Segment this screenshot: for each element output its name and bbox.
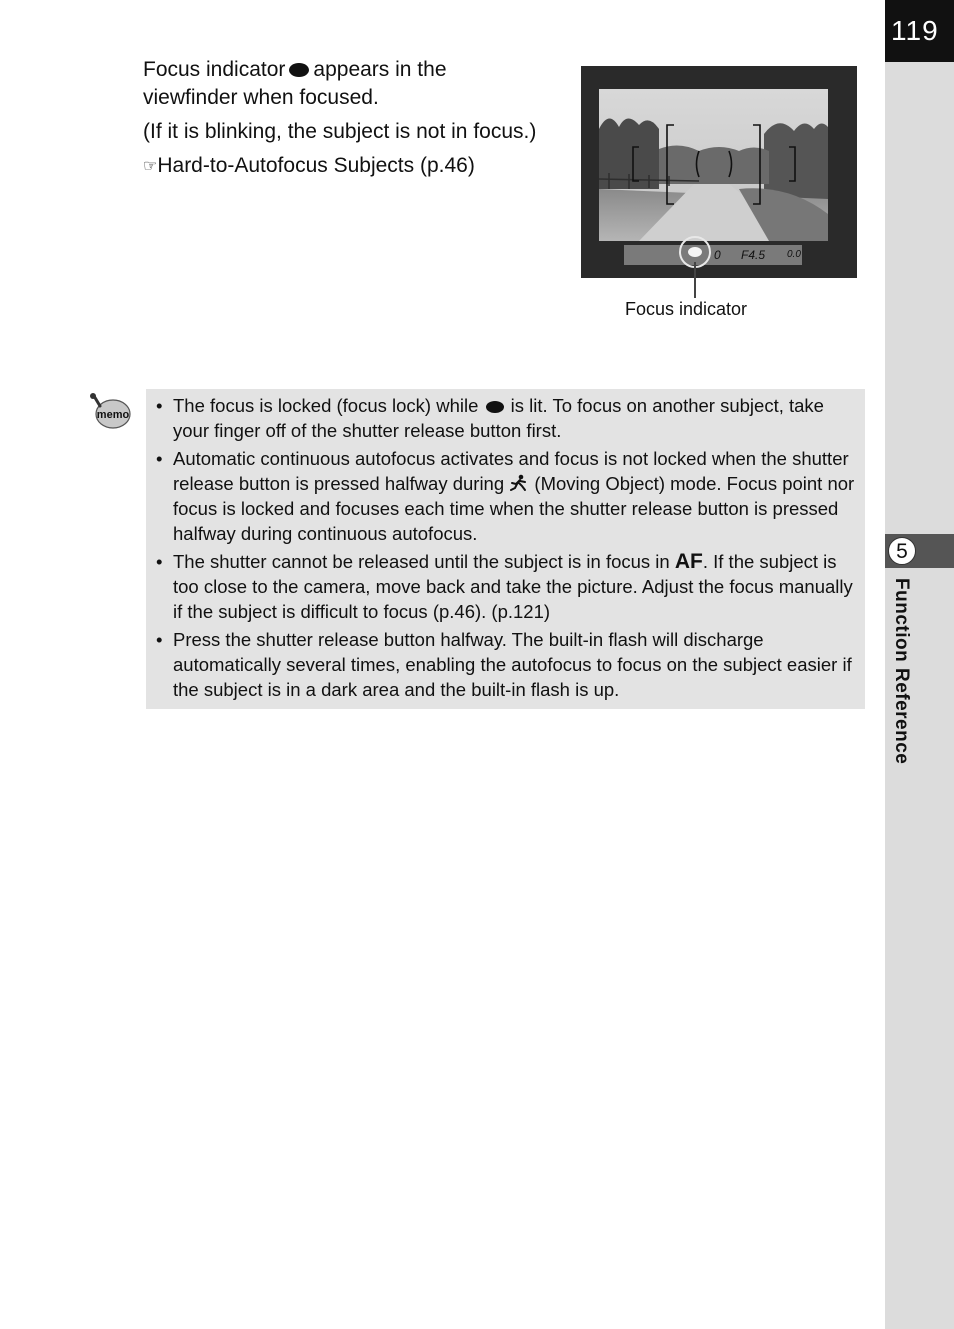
focus-indicator-caption: Focus indicator [625, 299, 748, 319]
cross-reference[interactable] [143, 152, 543, 181]
memo-box [146, 389, 865, 709]
memo-item-text: The focus is locked (focus lock) while [173, 395, 479, 416]
page-number: 119 [885, 0, 954, 62]
memo-icon [88, 392, 134, 432]
moving-object-icon [509, 474, 529, 492]
focus-indicator-icon [289, 63, 309, 77]
viewfinder-illustration [581, 66, 857, 278]
focus-indicator-icon [486, 401, 504, 413]
intro-text [143, 56, 543, 181]
memo-item [156, 393, 855, 444]
intro-line-2: (If it is blinking, the subject is not in focus.) [143, 120, 537, 143]
viewfinder-focus-indicator-icon [688, 247, 702, 257]
viewfinder-scene-image [599, 89, 828, 241]
memo-icon-label: memo [96, 409, 130, 421]
af-mode-icon: AF [674, 549, 703, 573]
viewfinder-info-bar [624, 245, 802, 265]
chapter-number: 5 [888, 537, 916, 565]
memo-item: • Press the shutter release button halfway. The built-in flash will discharge automatically several times, enabling the autofocus to focus on the subject easier if the subject is in a dark area and the built-in flash is up. [156, 627, 855, 703]
memo-item-text: (Moving Object) mode. Focus point nor focus is locked and focuses each time when the shutter release button is pressed halfway during continuous autofocus. [173, 472, 855, 545]
pointing-hand-icon: ☞ [143, 158, 158, 175]
viewfinder-ev-readout: 0.0 [787, 249, 801, 260]
intro-line-1b: appears in the viewfinder when focused. [143, 58, 447, 109]
memo-item-text: The shutter cannot be released until the subject is in focus in [173, 550, 670, 572]
intro-line-1a: Focus indicator [143, 58, 286, 81]
viewfinder-aperture-readout: F4.5 [741, 248, 766, 262]
memo-item-text: . If the subject is too close to the camera, move back and take the picture. Adjust the focus manually if the subject is difficult to focus (p.46). (p.121) [173, 550, 853, 623]
cross-reference-text: Hard-to-Autofocus Subjects (p.46) [157, 154, 475, 177]
viewfinder-shutter-readout: 0 [714, 248, 721, 262]
intro-line-1 [143, 56, 543, 112]
memo-item-text: Automatic continuous autofocus activates and focus is not locked when the shutter release button is pressed halfway during [173, 447, 849, 494]
memo-item-text: is lit. To focus on another subject, take your finger off of the shutter release button first. [173, 395, 824, 442]
memo-list [156, 393, 855, 703]
memo-item [156, 446, 855, 547]
chapter-title: Function Reference [891, 578, 912, 765]
memo-item [156, 549, 855, 625]
caption-leader-line [694, 262, 696, 298]
